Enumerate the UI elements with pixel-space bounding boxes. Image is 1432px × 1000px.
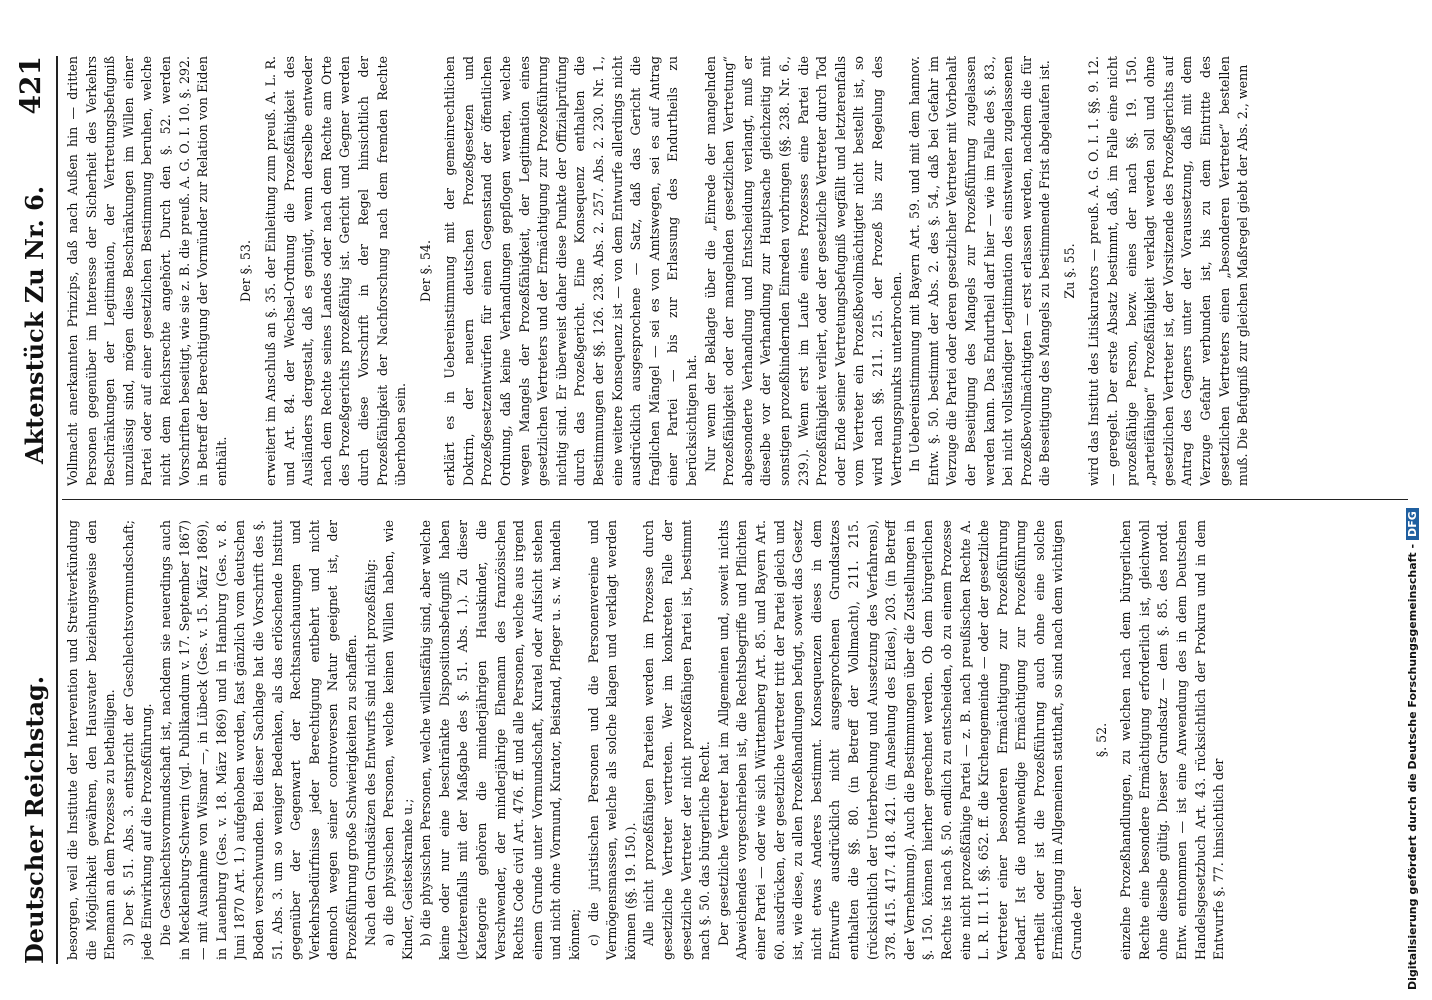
page-number: 421 — [14, 56, 47, 115]
paragraph: Vollmacht anerkannten Prinzips, daß nach Außen hin — dritten Personen gegenüber im Interesse der Sicherheit des Verkehrs Beschränkungen der Legitimation, der Vertretungsbefugniß unzulässig sind, mögen diese Beschränkungen im Willen einer Partei oder auf einer gesetzlichen Bestimmung beruhen, welche nicht dem Reichsrechte angehört. Durch den §. 52. werden Vorschriften beseitigt, wie sie z. B. die preuß. A. G. O. I. 10. §. 292. in Betreff der Berechtigung der Vormünder zur Relation von Eiden enthält. — [65, 56, 229, 486]
paragraph: Alle nicht prozeßfähigen Parteien werden im Prozesse durch gesetzliche Vertreter vertreten. Wer im konkreten Falle der gesetzliche Vertreter der nicht prozeßfähigen Partei ist, bestimmt nach §. 50. das bürgerliche Recht. — [641, 520, 713, 960]
paragraph: Nach den Grundsätzen des Entwurfs sind nicht prozeßfähig: — [362, 558, 378, 946]
section-heading: Der §. 53. — [238, 240, 254, 302]
column-separator — [62, 499, 1408, 500]
paragraph: Nur wenn der Beklagte über die „Einrede der mangelnden Prozeßfähigkeit oder der mangelnden gesetzlichen Vertretung“ abgesonderte Verhandlung und Entscheidung verlangt, muß er dieselbe vor der Verhandlung zur Hauptsache gleichzeitig mit sonstigen prozeßhindernden Einreden vorbringen (§§. 238. Nr. 6., 239.). Wenn erst im Laufe eines Prozesses eine Partei die Prozeßfähigkeit verliert, oder der gesetzliche Vertreter durch Tod oder Ende seiner Vertretungsbefugniß wegfällt und letzterenfalls vom Vertreter ein Prozeßbevollmächtigter nicht bestellt ist, so wird nach §§. 211. 215. der Prozeß bis zur Regelung des Vertretungspunkts unterbrochen. — [702, 56, 904, 486]
section-heading: §. 52. — [1093, 722, 1109, 758]
paragraph: erweitert im Anschluß an §. 35. der Einleitung zum preuß. A. L. R. und Art. 84. der Wechsel-Ordnung die Prozeßfähigkeit des Ausländers dergestalt, daß es genügt, wenn derselbe entweder nach dem Rechte seines Landes oder nach dem Rechte am Orte des Prozeßgerichts prozeßfähig ist. Gericht und Gegner werden durch diese Vorschrift in der Regel hinsichtlich der Prozeßfähigkeit der Nachforschung nach dem fremden Rechte überhoben sein. — [262, 56, 409, 486]
dfg-logo: DFG — [1406, 508, 1419, 540]
paragraph: Die Geschlechtsvormundschaft ist, nachdem sie neuerdings auch in Mecklenburg-Schwerin (vgl. Publikandum v. 17. September 1867) — mit Ausnahme von Wismar —, in Lübeck (Ges. v. 15. März 1869), in Lauenburg (Ges. v. 18. März 1869) und in Hamburg (Ges. v. 8. Juni 1870 Art. 1.) aufgehoben worden, fast gänzlich vom deutschen Boden verschwunden. Bei dieser Sachlage hat die Vorschrift des §. 51. Abs. 3. um so weniger Bedenken, als das erlöschende Institut gegenüber der Gegenwart der Rechtsanschauungen und Verkehrsbedürfnisse jeder Berechtigung entbehrt und nicht dennoch wegen seiner controversen Natur geeignet ist, der Prozeßführung große Schwierigkeiten zu schaffen. — [157, 520, 359, 960]
digitization-credit — [1406, 10, 1419, 990]
paragraph: einzelne Prozeßhandlungen, zu welchen nach dem bürgerlichen Rechte eine besondere Ermächtigung erforderlich ist, gleichwohl ohne dieselbe gültig. Dieser Grundsatz — dem §. 85. des nordd. Entw. entnommen — ist eine Anwendung des in dem Deutschen Handelsgesetzbuch Art. 43. rücksichtlich der Prokura und in dem Entwurfe §. 77. hinsichtlich der — [1118, 520, 1227, 960]
paragraph: c) die juristischen Personen und die Personenvereine und Vermögensmassen, welche als solche klagen und verklagt werden können (§§. 19. 150.). — [585, 520, 638, 960]
running-title-left: Deutscher Reichstag. — [20, 675, 49, 964]
paragraph: erklärt es in Uebereinstimmung mit der gemeinrechtlichen Doktrin, der neuern deutschen Prozeßgesetzen und Prozeßgesetzentwürfen für einen Gegenstand der öffentlichen Ordnung, daß keine Verhandlungen gepflogen werden, welche wegen Mangels der Prozeßfähigkeit, der Legitimation eines gesetzlichen Vertreters und der Ermächtigung zur Prozeßführung nichtig sind. Er überweist daher diese Punkte der Offizialprüfung durch das Prozeßgericht. Eine Konsequenz enthalten die Bestimmungen der §§. 126. 238. Abs. 2. 257. Abs. 2. 230. Nr. 1., eine weitere Konsequenz ist — von dem Entwurfe allerdings nicht ausdrücklich ausgesprochene — Satz, daß das Gericht die fraglichen Mängel — sei es von Amtswegen, sei es auf Antrag einer Partei — bis zur Erlassung des Endurtheils zu berücksichtigen hat. — [442, 56, 699, 486]
section-heading: Der §. 54. — [417, 240, 433, 302]
paragraph: Der gesetzliche Vertreter hat im Allgemeinen und, soweit nichts Abweichendes vorgeschrieben ist, die Rechtsbegriffe und Pflichten einer Partei — oder wie sich Württemberg Art. 85. und Bayern Art. 60. ausdrücken, der gesetzliche Vertreter tritt der Partei gleich und ist, wie diese, zu allen Prozeßhandlungen befugt, soweit das Gesetz nicht etwas Anderes bestimmt. Konsequenzen dieses in dem Entwurfe ausdrücklich nicht ausgesprochenen Grundsatzes enthalten die §§. 80. (in Betreff der Vollmacht), 211. 215. (rücksichtlich der Unterbrechung und Aussetzung des Verfahrens), 378. 415. 417. 418. 421. (in Ansehung des Eides), 203. (in Betreff der Vernehmung). Auch die Bestimmungen über die Zustellungen in §. 150. können hierher gerechnet werden. Ob dem bürgerlichen Rechte ist nach §. 50. endlich zu entscheiden, ob zu einem Prozesse eine nicht prozeßfähige Partei — z. B. nach preußischen Rechte A. L. R. II. 11. §§. 652. ff. die Kirchengemeinde — oder der gesetzliche Vertreter einer besonderen Ermächtigung zur Prozeßführung bedarf. Ist die nothwendige Ermächtigung zur Prozeßführung ertheilt oder ist die Prozeßführung auch ohne eine solche Ermächtigung im Allgemeinen statthaft, so sind nach dem wichtigen Grunde der — [715, 520, 1085, 960]
paragraph: besorgen, weil die Institute der Intervention und Streitverkündung die Möglichkeit gewähren, den Hausvater beziehungsweise den Ehemann an dem Prozesse zu betheiligen. — [65, 520, 118, 960]
section-heading: Zu §. 55. — [1061, 243, 1077, 299]
paragraph: b) die physischen Personen, welche willensfähig sind, aber welche keine oder nur eine beschränkte Dispositionsbefugniß haben (letzterenfalls mit der Maßgabe des §. 51. Abs. 1.). Zu dieser Kategorie gehören die minderjährigen Hauskinder, die Verschwender, der minderjährige Ehemann des französischen Rechts Code civil Art. 476. ff. und alle Personen, welche aus irgend einem Grunde unter Vormundschaft, Kuratel oder Aufsicht stehen und nicht ohne Vormund, Kurator, Beistand, Pfleger u. s. w. handeln können; — [418, 520, 583, 960]
page-header — [12, 56, 54, 964]
paragraph: wird das Institut des Litiskurators — preuß. A. G. O. I. 1. §§. 9. 12. — geregelt. Der erste Absatz bestimmt, daß, im Falle eine nicht prozeßfähige Person, bezw. eines der nach §§. 19. 150. „parteifähigen“ Prozeßfähigkeit verklagt werden soll und ohne gesetzlichen Vertreter ist, der Vorsitzende des Prozeßgerichts auf Antrag des Gegners unter der Voraussetzung, daß mit dem Verzuge Gefahr verbunden ist, bis zu dem Eintritte des gesetzlichen Vertreters einen „besonderen Vertreter“ bestellen muß. Die Befugniß zur gleichen Maßregel giebt der Abs. 2., wenn — [1086, 56, 1251, 486]
text-column-right — [64, 56, 1404, 486]
paragraph: In Uebereinstimmung mit Bayern Art. 59. und mit dem hannov. Entw. §. 50. bestimmt der Abs. 2. des §. 54., daß bei Gefahr im Verzuge die Partei oder deren gesetzlicher Vertreter mit Vorbehalt der Beseitigung des Mangels zur Prozeßführung zugelassen werden kann. Das Endurtheil darf hier — wie im Falle des §. 83., bei nicht vollständiger Legitimation des einstweilen zugelassenen Prozeßbevollmächtigten — erst erlassen werden, nachdem die für die Beseitigung des Mangels zu bestimmende Frist abgelaufen ist. — [907, 56, 1053, 486]
paragraph: a) die physischen Personen, welche keinen Willen haben, wie Kinder, Geisteskranke u.; — [381, 520, 415, 960]
running-title-center: Aktenstück Zu Nr. 6. — [20, 185, 49, 464]
paragraph: 3) Der §. 51. Abs. 3. entspricht der Geschlechtsvormundschaft; jede Einwirkung auf die Prozeßführung. — [120, 520, 155, 960]
text-column-left — [64, 520, 1404, 960]
header-rule — [56, 56, 58, 964]
credit-text: Digitalisierung gefördert durch die Deutsche Forschungsgemeinschaft - — [1406, 543, 1419, 990]
